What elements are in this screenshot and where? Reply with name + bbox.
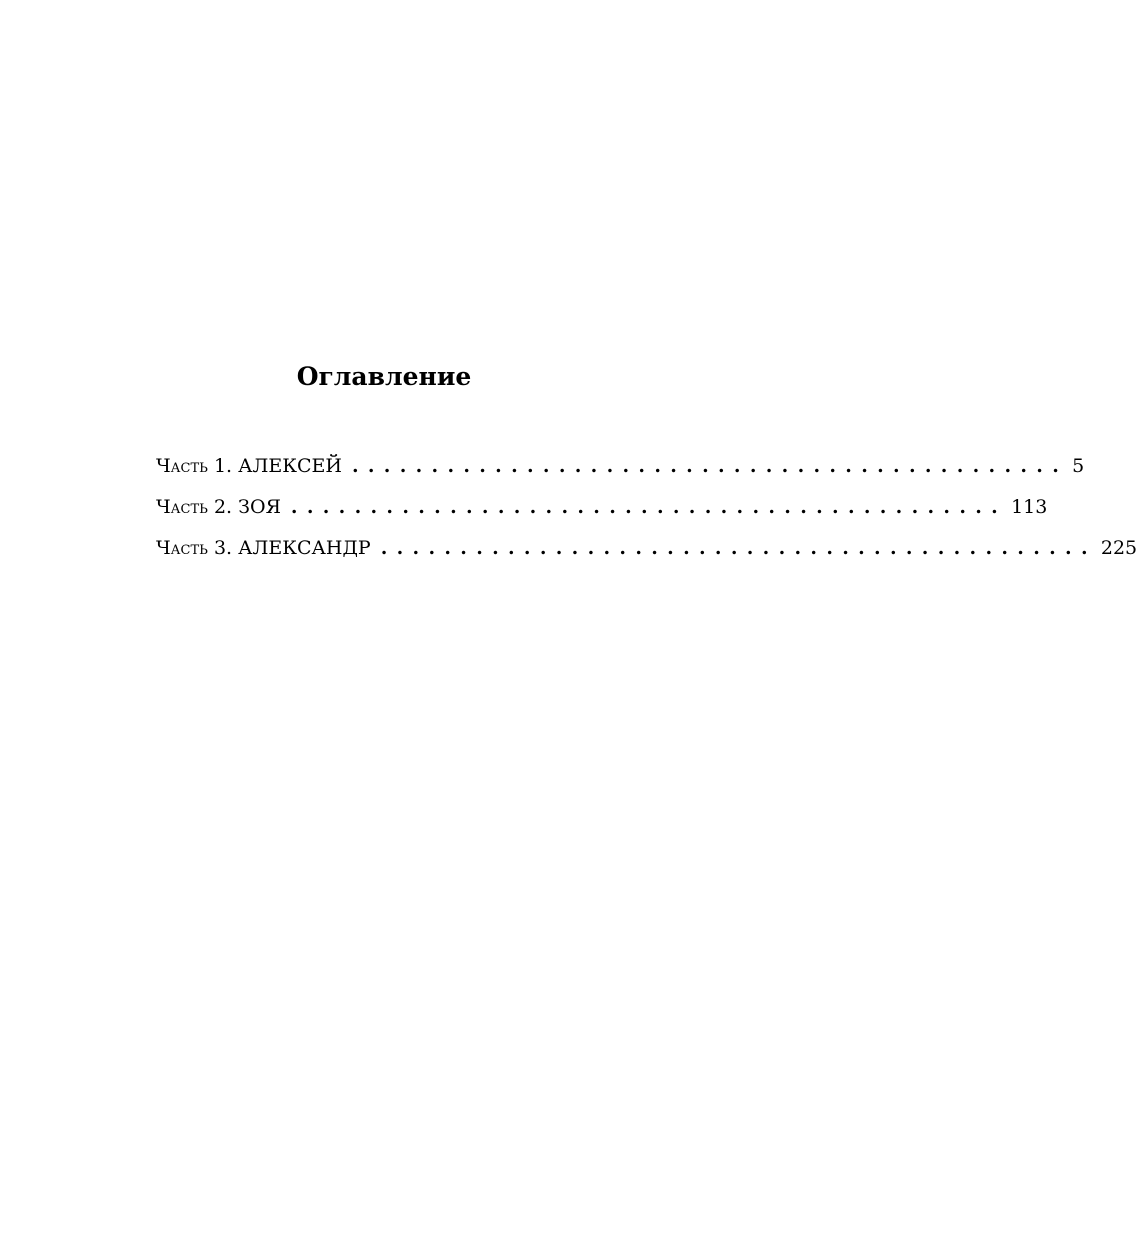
toc-list — [156, 452, 1137, 575]
toc-heading: Оглавление — [296, 362, 472, 391]
toc-entry-part-2[interactable] — [156, 493, 1048, 534]
toc-part-number: 3. — [213, 537, 233, 559]
toc-entry-label — [156, 493, 281, 521]
toc-part-word: Часть — [156, 496, 208, 518]
toc-dot-leader: ............................................. — [380, 537, 1097, 559]
toc-page-number: 5 — [1072, 455, 1085, 477]
toc-page-number: 225 — [1100, 537, 1137, 559]
toc-part-number: 1. — [213, 455, 233, 477]
toc-part-title: АЛЕКСАНДР — [238, 537, 371, 559]
toc-entry-label — [156, 452, 342, 480]
toc-part-number: 2. — [213, 496, 233, 518]
toc-dot-leader: ............................................. — [290, 496, 1008, 518]
toc-dot-leader: ............................................. — [351, 455, 1069, 477]
toc-part-word: Часть — [156, 455, 208, 477]
toc-part-title: ЗОЯ — [238, 496, 281, 518]
toc-entry-part-3[interactable] — [156, 534, 1137, 575]
toc-part-title: АЛЕКСЕЙ — [238, 455, 342, 477]
toc-entry-part-1[interactable] — [156, 452, 1085, 493]
toc-entry-label — [156, 534, 371, 562]
toc-part-word: Часть — [156, 537, 208, 559]
toc-page-number: 113 — [1011, 496, 1048, 518]
